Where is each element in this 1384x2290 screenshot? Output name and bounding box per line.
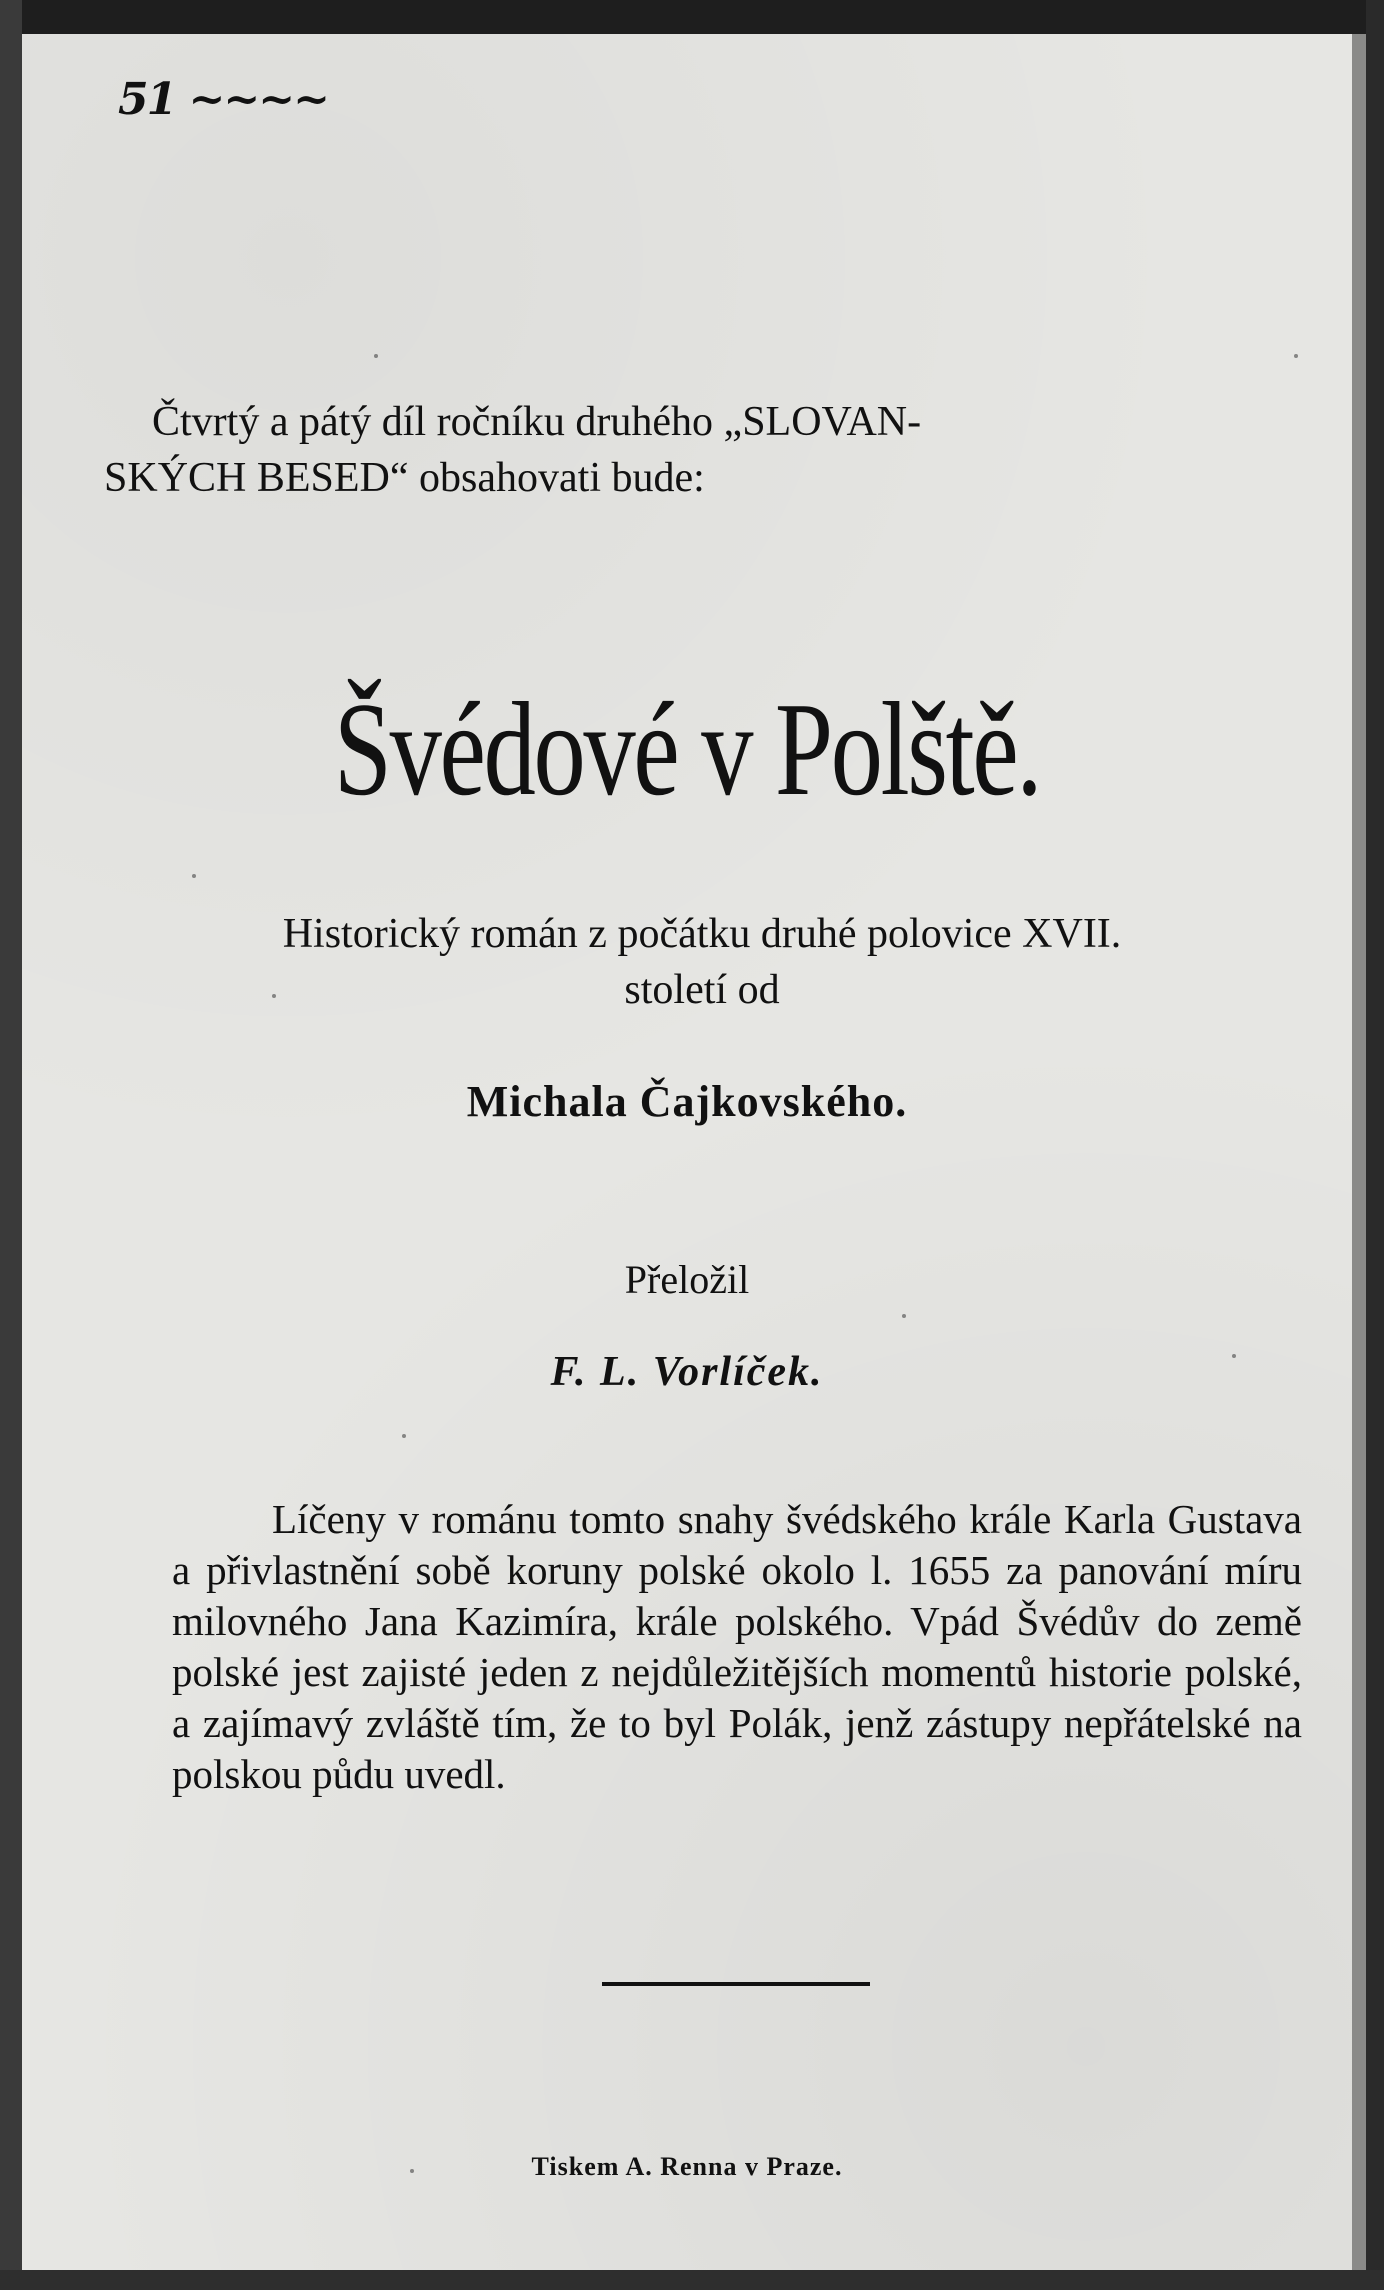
translated-by-label: Přeložil [624, 1257, 750, 1302]
divider-rule [602, 1982, 870, 1986]
translator-name: F. L. Vorlíček. [550, 1349, 824, 1395]
subtitle-line-2: století od [624, 967, 780, 1013]
paper-speck [410, 2169, 414, 2173]
printer-imprint: Tiskem A. Renna v Praze. [531, 2152, 843, 2181]
intro-line-1: Čtvrtý a pátý díl ročníku druhého „SLOVAN- [152, 399, 922, 445]
document-page [22, 34, 1352, 2270]
book-subtitle [122, 906, 1282, 1018]
scan-border-left [0, 0, 22, 2290]
paper-speck [402, 1434, 406, 1438]
paper-speck [1294, 354, 1298, 358]
subtitle-line-1: Historický román z počátku druhé polovice XVII. [282, 911, 1122, 957]
paper-speck [1232, 1354, 1236, 1358]
scan-border-bottom [0, 2270, 1384, 2290]
author-name: Michala Čajkovského. [466, 1077, 908, 1126]
intro-line-2: SKÝCH BESED“ obsahovati bude: [104, 455, 705, 501]
description-paragraph: Líčeny v románu tomto snahy švédského krále Karla Gustava a přivlastnění sobě koruny polské okolo l. 1655 za panování míru milovného Jana Kazimíra, krále polského. Vpád Švédův do země polské jest zajisté jeden z nejdůležitějších momentů historie polské, a zajímavý zvláště tím, že to byl Polák, jenž zástupy nepřátelské na polskou půdu uvedl. [172, 1496, 1302, 1797]
paper-speck [272, 994, 276, 998]
scan-border-top [0, 0, 1384, 34]
intro-paragraph [104, 394, 1302, 506]
handwritten-note: 51 ~~~~ [118, 74, 329, 125]
book-title: Švédové v Polště. [333, 675, 1041, 823]
paper-speck [374, 354, 378, 358]
scan-border-right [1366, 0, 1384, 2290]
paper-speck [902, 1314, 906, 1318]
paper-speck [192, 874, 196, 878]
